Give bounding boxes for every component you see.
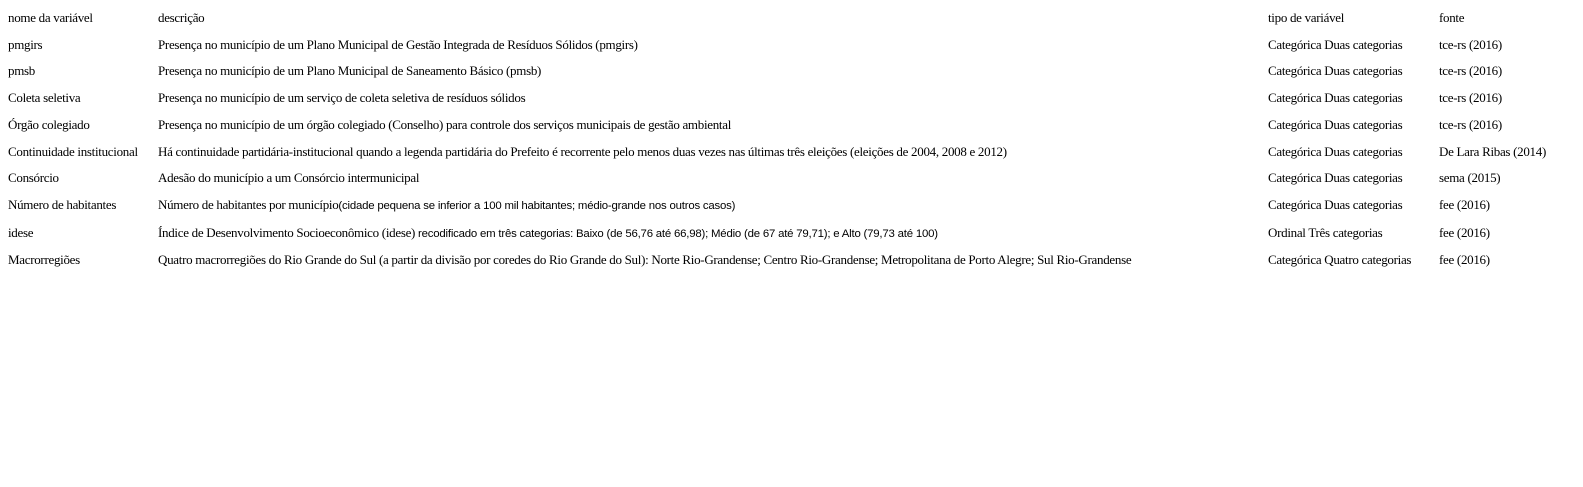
variables-table [4, 5, 1564, 274]
variable-source: fee (2016) [1439, 225, 1490, 241]
variable-name: Continuidade institucional [8, 143, 138, 159]
variable-name: Consórcio [8, 170, 59, 186]
description-detail-text: recodificado em três categorias: Baixo (de 56,76 até 66,98); Médio (de 67 até 79,71); e Alto (79,73 até 100) [418, 227, 938, 240]
variable-type: Categórica Duas categorias [1268, 63, 1403, 79]
variable-type: Categórica Quatro categorias [1268, 252, 1412, 268]
table-row [4, 112, 1564, 139]
variable-description: Adesão do município a um Consórcio intermunicipal [158, 170, 420, 186]
variable-source: De Lara Ribas (2014) [1439, 143, 1546, 159]
header-description: descrição [158, 10, 205, 25]
variable-source: fee (2016) [1439, 197, 1490, 213]
variable-name: pmgirs [8, 36, 43, 52]
variable-description: Presença no município de um Plano Municipal de Gestão Integrada de Resíduos Sólidos (pmgirs) [158, 36, 638, 52]
table-row [4, 58, 1564, 85]
description-detail-text: (cidade pequena se inferior a 100 mil habitantes; médio-grande nos outros casos) [338, 199, 736, 212]
variable-description [154, 192, 1264, 220]
table-row [4, 192, 1564, 220]
variable-name: Coleta seletiva [8, 90, 81, 106]
variable-source: fee (2016) [1439, 252, 1490, 268]
variable-type: Categórica Duas categorias [1268, 143, 1403, 159]
variable-source: tce-rs (2016) [1439, 63, 1502, 79]
variable-type: Categórica Duas categorias [1268, 170, 1403, 186]
variable-description: Presença no município de um serviço de coleta seletiva de resíduos sólidos [158, 90, 526, 106]
header-type: tipo de variável [1268, 10, 1345, 25]
variable-name: Macrorregiões [8, 252, 80, 268]
variable-source: tce-rs (2016) [1439, 36, 1502, 52]
variable-source: tce-rs (2016) [1439, 90, 1502, 106]
variable-description: Quatro macrorregiões do Rio Grande do Sul (a partir da divisão por coredes do Rio Grande do Sul): Norte Rio-Grandense; Centro Rio-Grandense; Metropolitana de Porto Alegre; Sul Rio-Grandense [158, 252, 1132, 268]
description-main-text: Índice de Desenvolvimento Socioeconômico (idese) [158, 224, 419, 240]
variable-type: Categórica Duas categorias [1268, 90, 1403, 106]
variable-description: Há continuidade partidária-institucional quando a legenda partidária do Prefeito é recorrente pelo menos duas vezes nas últimas três eleições (eleições de 2004, 2008 e 2012) [158, 143, 1007, 159]
header-source: fonte [1439, 10, 1465, 25]
variable-type: Categórica Duas categorias [1268, 197, 1403, 213]
variable-description [154, 220, 1264, 248]
variable-name: Órgão colegiado [8, 116, 90, 132]
variable-name: Número de habitantes [8, 197, 117, 213]
variable-description: Presença no município de um órgão colegiado (Conselho) para controle dos serviços municipais de gestão ambiental [158, 116, 732, 132]
table-row [4, 139, 1564, 166]
table-row [4, 85, 1564, 112]
variable-source: sema (2015) [1439, 170, 1501, 186]
table-row [4, 32, 1564, 59]
header-name: nome da variável [8, 10, 93, 25]
table-row [4, 247, 1564, 274]
variable-source: tce-rs (2016) [1439, 116, 1502, 132]
description-main-text: Número de habitantes por município [158, 196, 339, 212]
variable-type: Categórica Duas categorias [1268, 36, 1403, 52]
variable-name: idese [8, 225, 34, 241]
table-row [4, 165, 1564, 192]
variable-name: pmsb [8, 63, 35, 79]
table-row [4, 220, 1564, 248]
header-row [4, 5, 1564, 32]
variable-description: Presença no município de um Plano Municipal de Saneamento Básico (pmsb) [158, 63, 542, 79]
variable-type: Ordinal Três categorias [1268, 225, 1383, 241]
variable-type: Categórica Duas categorias [1268, 116, 1403, 132]
